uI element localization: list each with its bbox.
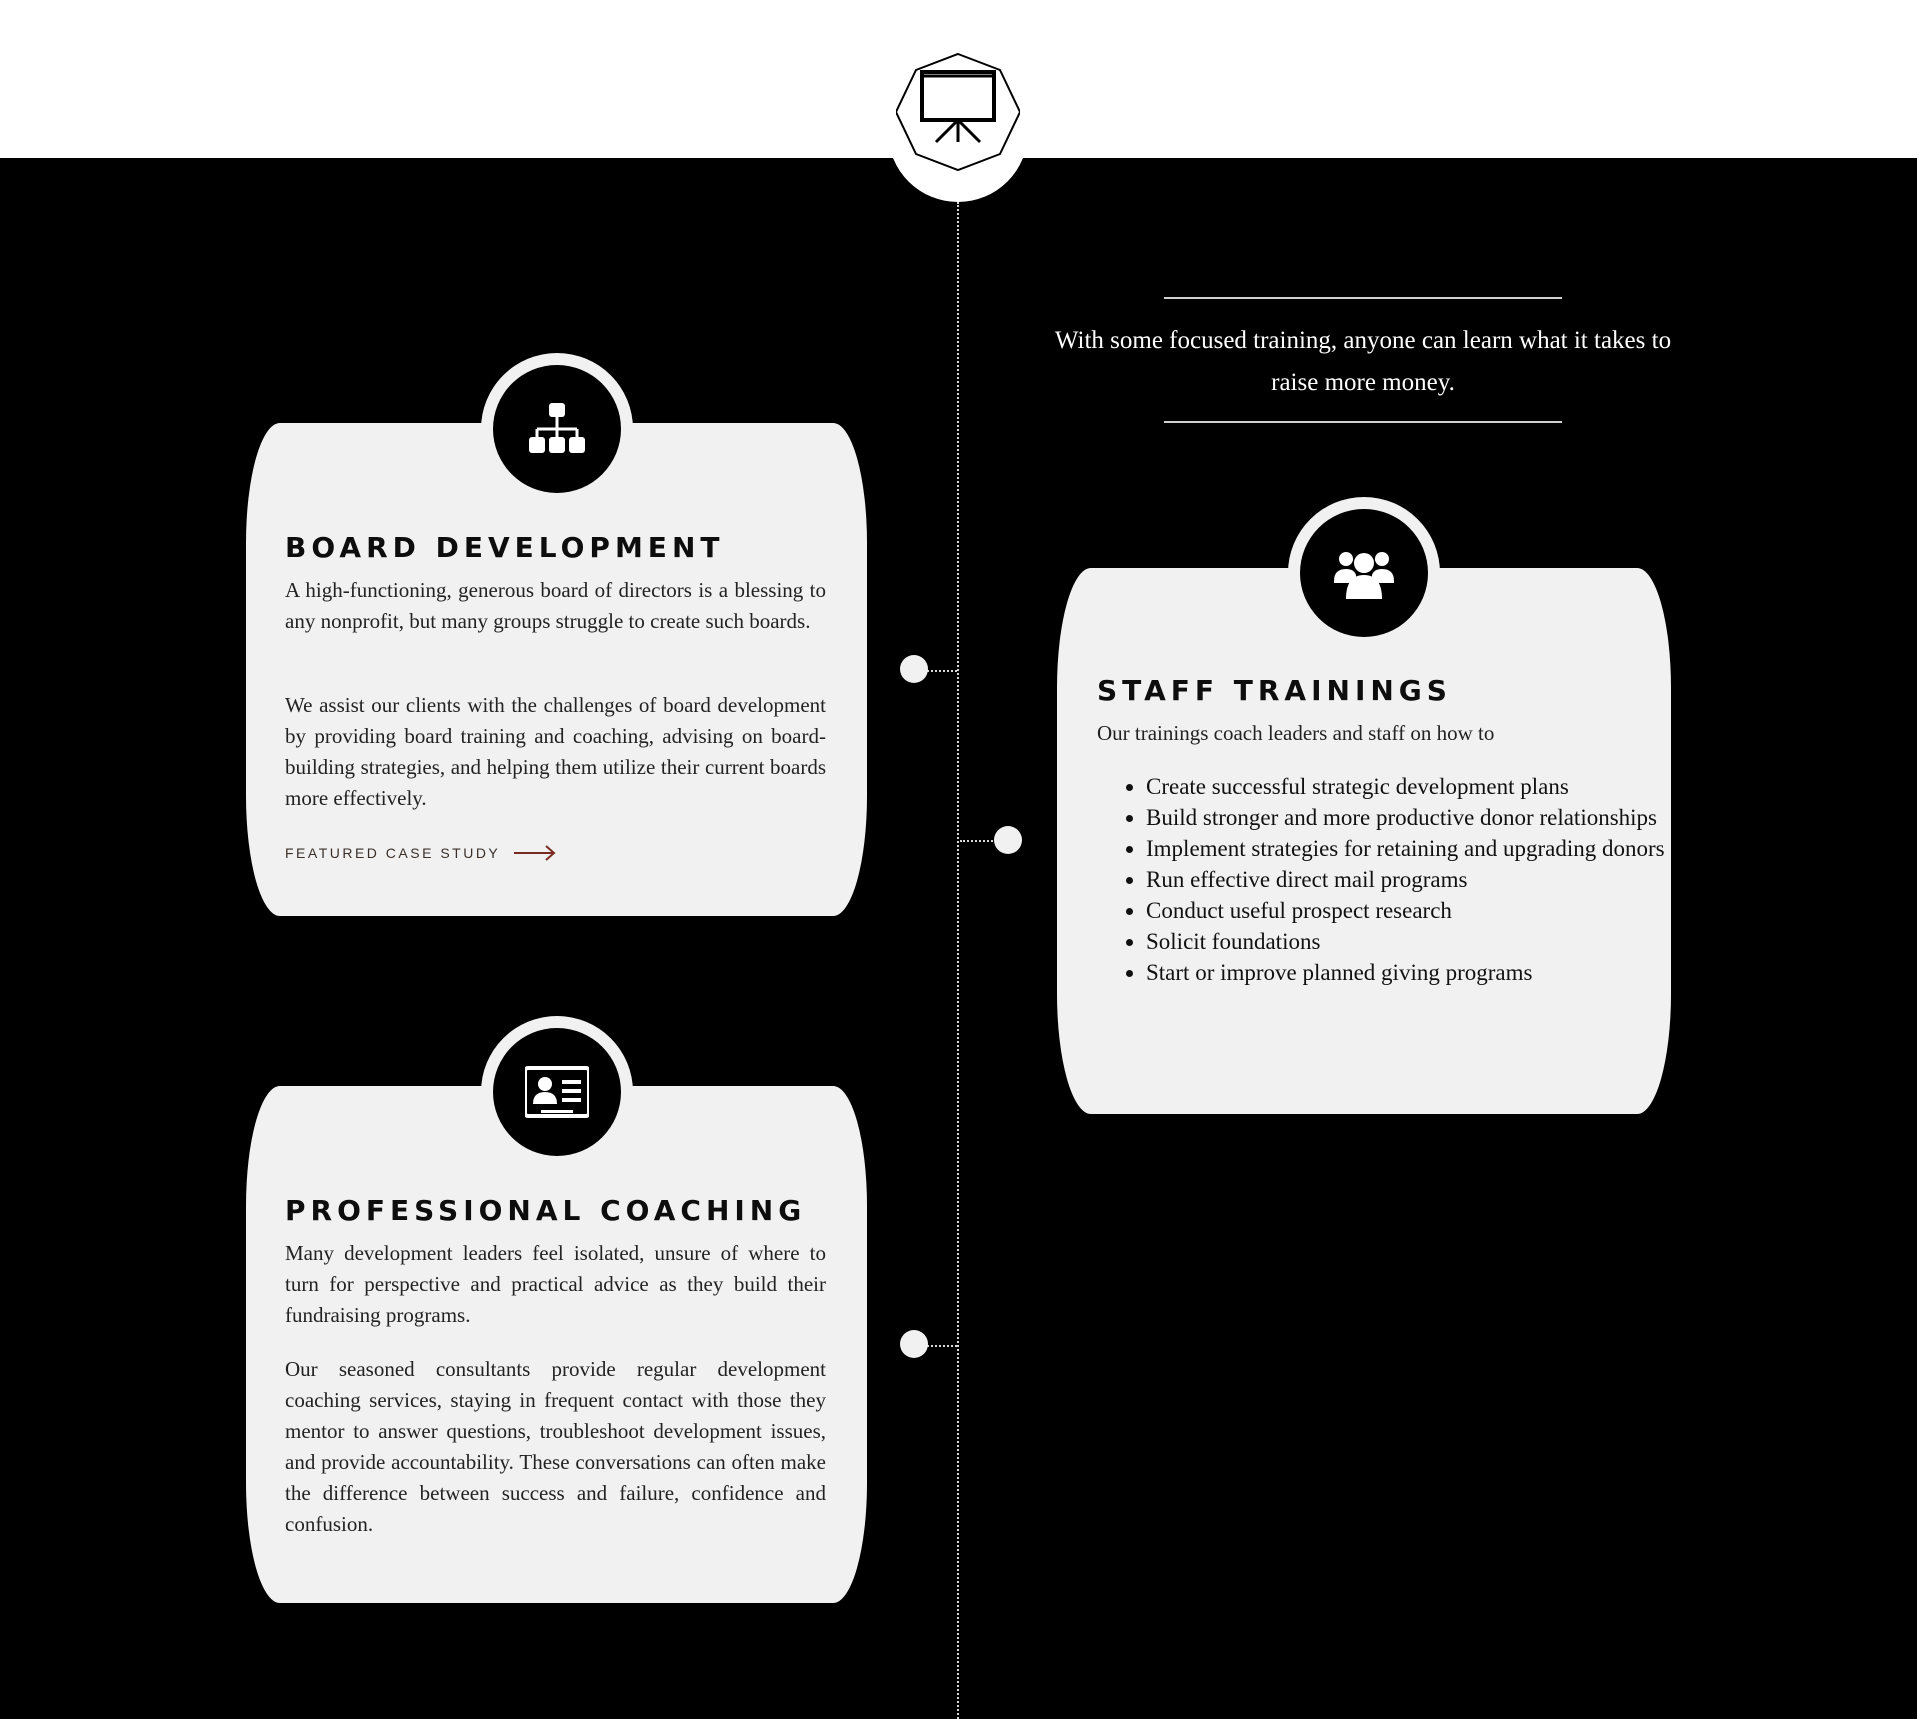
list-item: • Build stronger and more productive donor relationships (1146, 802, 1679, 833)
featured-case-study-label: FEATURED CASE STUDY (285, 845, 501, 861)
tagline-top-rule (1164, 297, 1562, 299)
tagline-bottom-rule (1164, 421, 1562, 423)
professional-coaching-title: PROFESSIONAL COACHING (285, 1194, 807, 1227)
arrow-right-icon (514, 845, 556, 861)
timeline-node-staff (994, 826, 1022, 854)
professional-coaching-paragraph-1: Many development leaders feel isolated, unsure of where to turn for perspective and practical advice as they build their fundraising programs. (285, 1241, 826, 1327)
list-item: • Conduct useful prospect research (1146, 895, 1679, 926)
list-item: • Run effective direct mail programs (1146, 864, 1679, 895)
group-users-icon (1332, 541, 1396, 605)
professional-coaching-paragraph-2: Our seasoned consultants provide regular development coaching services, staying in frequent contact with those they mentor to answer questions, troubleshoot development issues, and provide accountability. These conversations can often make the difference between success and failure, confidence and confusion. (285, 1357, 826, 1536)
board-development-paragraph-2: We assist our clients with the challenges of board development by providing board training and coaching, advising on board-building strategies, and helping them utilize their current boards more effectively. (285, 693, 826, 810)
staff-trainings-intro: Our trainings coach leaders and staff on how to (1097, 721, 1495, 745)
timeline-line (957, 202, 959, 1719)
board-development-title: BOARD DEVELOPMENT (285, 531, 725, 564)
list-item: • Create successful strategic development plans (1146, 771, 1679, 802)
timeline-node-coaching (900, 1330, 928, 1358)
presentation-board-icon (896, 50, 1020, 174)
featured-case-study-link[interactable] (285, 845, 556, 861)
staff-trainings-list (1097, 771, 1679, 988)
list-item: • Solicit foundations (1146, 926, 1679, 957)
board-development-icon-badge (481, 353, 633, 505)
board-development-paragraph-1: A high-functioning, generous board of directors is a blessing to any nonprofit, but many groups struggle to create such boards. (285, 578, 826, 633)
list-item: • Start or improve planned giving programs (1146, 957, 1679, 988)
tagline-text: With some focused training, anyone can learn what it takes to raise more money. (1054, 327, 1672, 396)
staff-trainings-title: STAFF TRAININGS (1097, 674, 1452, 707)
list-item: • Implement strategies for retaining and upgrading donors (1146, 833, 1679, 864)
org-chart-icon (525, 397, 589, 461)
staff-trainings-icon-badge (1288, 497, 1440, 649)
professional-coaching-icon-badge (481, 1016, 633, 1168)
id-card-icon (525, 1060, 589, 1124)
timeline-node-board (900, 655, 928, 683)
header-emblem (888, 40, 1028, 202)
